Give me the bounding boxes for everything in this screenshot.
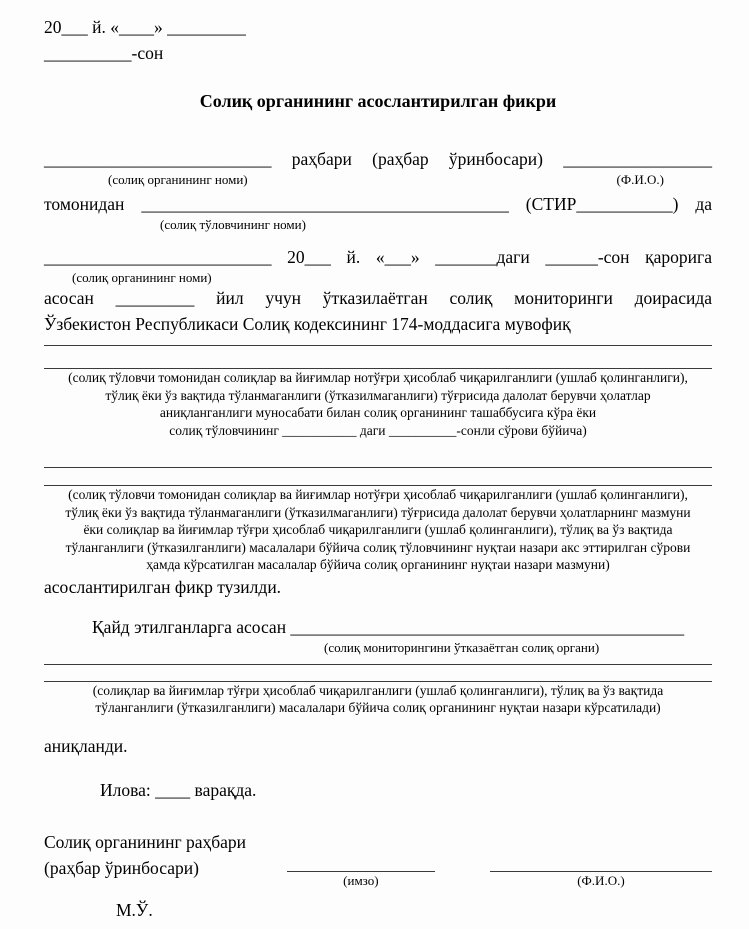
monitoring-label-row <box>44 640 712 655</box>
note-line: тўлиқ ёки ўз вақтида тўланмаганлиги (ўтказилмаганлиги) тўғрисида далолат берувчи ҳолатлар <box>105 387 651 403</box>
org-name-label: (солиқ органининг номи) <box>108 172 248 187</box>
note-line: солиқ тўловчининг ___________ даги __________-сонли сўрови бўйича) <box>169 422 587 438</box>
note-line: ҳамда кўрсатилган масалалар бўйича солиқ органининг нуқтаи назари мазмуни) <box>146 557 610 572</box>
note-line: (солиқ тўловчи томонидан солиқлар ва йиғимлар нотўғри ҳисоблаб чиқарилганлиги (ушлаб қолинганлиги), <box>68 487 688 502</box>
note-line: тўланганлиги (ўтказилганлиги) масалалари бўйича солиқ тўловчининг нуқтаи назари акс эттирилган сўрови <box>65 539 691 555</box>
note-line: аниқланганлиги муносабати билан солиқ органининг ташаббусига кўра ёки <box>159 405 597 420</box>
seal-mark: М.Ў. <box>116 899 153 920</box>
note-line: тўланганлиги (ўтказилганлиги) масалалари бўйича солиқ органининг нуқтаи назари кўрсатилади) <box>95 700 661 715</box>
determined-line: аниқланди. <box>44 735 128 756</box>
decision-label-row <box>44 270 712 285</box>
note-line: (солиқ тўловчи томонидан солиқлар ва йиғимлар нотўғри ҳисоблаб чиқарилганлиги (ушлаб қолинганлиги), <box>68 370 688 385</box>
intro-label-row <box>44 172 712 187</box>
decision-line: __________________________ 20___ й. «___» _______даги ______-сон қарорига <box>44 247 712 267</box>
taxpayer-line: томонидан __________________________________________ (СТИР___________) да <box>44 194 712 214</box>
blank-line <box>44 467 712 468</box>
conclusion-line: асослантирилган фикр тузилди. <box>44 576 282 597</box>
org-head-line: __________________________ раҳбари (раҳбар ўринбосари) _________________ <box>44 149 712 169</box>
number-line: __________-сон <box>44 43 164 63</box>
blank-line <box>44 664 712 665</box>
doc-title: Солиқ органининг асослантирилган фикри <box>199 91 557 111</box>
decision-org-label: (солиқ органининг номи) <box>72 270 212 285</box>
note-block-2 <box>44 486 712 574</box>
note-block-3 <box>44 682 712 717</box>
monitoring-org-label: (солиқ мониторингини ўтказаётган солиқ органи) <box>324 639 600 655</box>
taxpayer-name-label: (солиқ тўловчининг номи) <box>160 217 306 232</box>
signature-role-line-2: (раҳбар ўринбосари) <box>44 857 199 878</box>
signature-fio-label: (Ф.И.О.) <box>577 872 625 888</box>
note-block-1 <box>44 369 712 439</box>
signature-role <box>44 829 287 889</box>
date-line: 20___ й. «____» _________ <box>44 17 246 37</box>
blank-line <box>44 345 712 346</box>
note-line: (солиқлар ва йиғимлар тўғри ҳисоблаб чиқарилганлиги (ушлаб қолинганлиги), тўлиқ ва ўз вақтида <box>92 682 664 698</box>
based-on-line: Қайд этилганларга асосан _____________________________________________ <box>92 616 685 637</box>
fio-label: (Ф.И.О.) <box>616 172 664 187</box>
basis-line-1: асосан _________ йил учун ўтказилаётган солиқ мониторинги доирасида <box>44 288 712 308</box>
basis-line-2: Ўзбекистон Республикаси Солиқ кодексининг 174-моддасига мувофиқ <box>44 314 571 334</box>
signature-block <box>44 829 712 889</box>
note-line: тўлиқ ёки ўз вақтида тўланмаганлиги (ўтказилмаганлиги) тўғрисида далолат берувчи ҳолатларнинг мазмуни <box>65 504 691 520</box>
attachment-line: Илова: ____ варақда. <box>100 779 257 800</box>
signature-fio-column <box>490 829 712 889</box>
imzo-label: (имзо) <box>343 872 379 888</box>
signature-role-line-1: Солиқ органининг раҳбари <box>44 831 247 852</box>
note-line: ёки солиқлар ва йиғимлар тўғри ҳисоблаб чиқарилганлиги (ушлаб қолинганлиги), тўлиқ ва ўз вақтида <box>83 522 673 537</box>
taxpayer-label-row <box>44 217 712 232</box>
signature-imzo-column <box>287 829 435 889</box>
